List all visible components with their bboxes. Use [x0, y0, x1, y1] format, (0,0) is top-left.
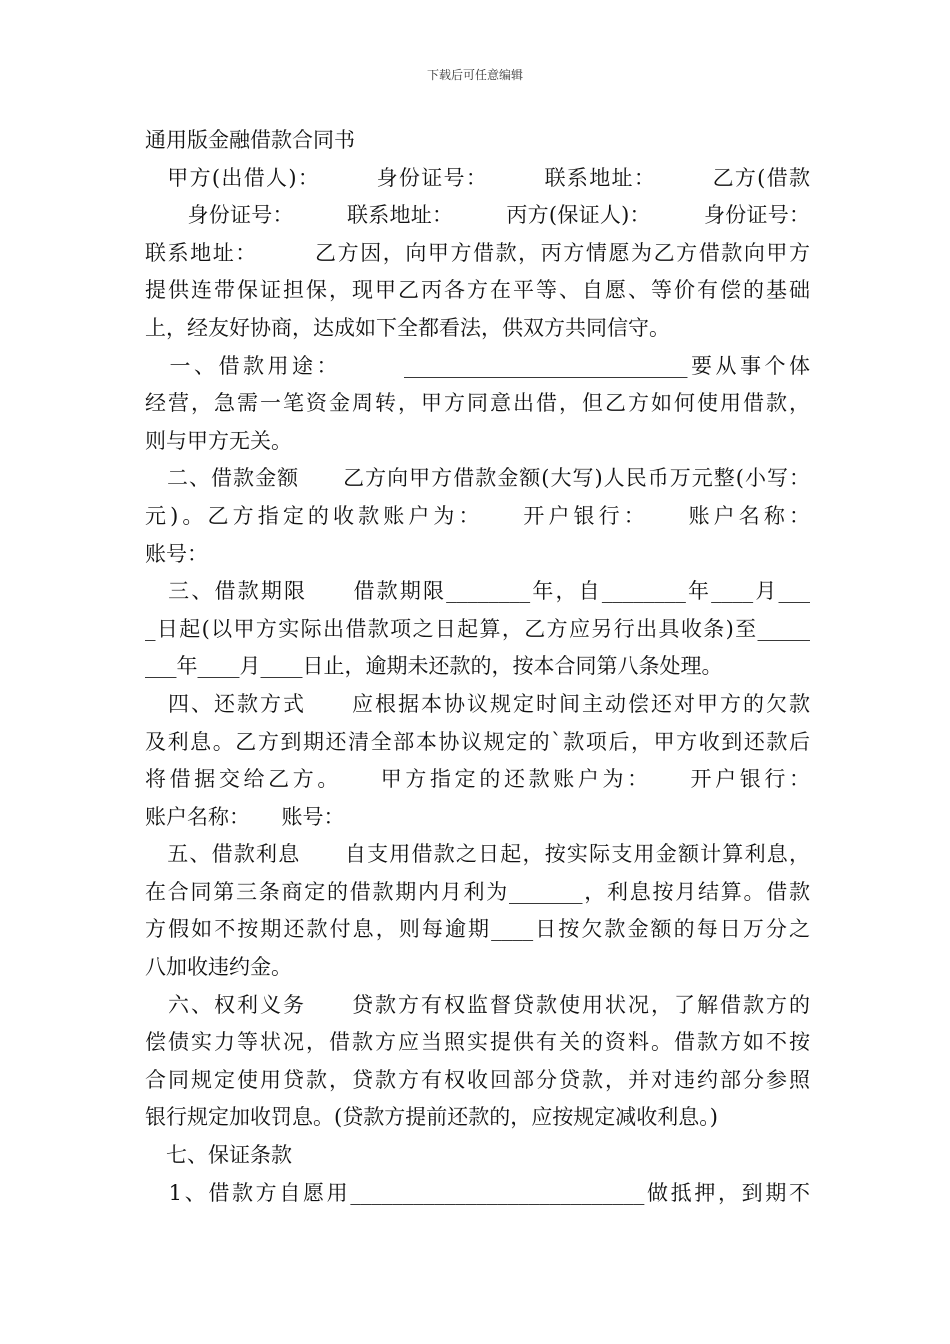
text-line: 偿债实力等状况，借款方应当照实提供有关的资料。借款方如不按 [145, 1030, 810, 1055]
section-heading-guarantee: 七、保证条款 [145, 1143, 292, 1168]
text-line: 甲方(出借人)： 身份证号： 联系地址： 乙方(借款 [167, 165, 810, 190]
text-line: _日起(以甲方实际出借款项之日起算，乙方应另行出具收条)至_____ [145, 616, 810, 641]
page-header: 下载后可任意编辑 [426, 68, 523, 82]
text-line: 账号： [145, 541, 208, 566]
text-line: 联系地址： 乙方因，向甲方借款，丙方情愿为乙方借款向甲方 [145, 240, 810, 265]
text-line: 经营，急需一笔资金周转，甲方同意出借，但乙方如何使用借款， [145, 391, 810, 416]
text-line: 在合同第三条商定的借款期内月利为_______，利息按月结算。借款 [145, 879, 810, 904]
text-line: 账户名称： 账号： [145, 804, 345, 829]
text-line: 八加收违约金。 [145, 955, 292, 980]
text-line: 将借据交给乙方。 甲方指定的还款账户为： 开户银行： [145, 767, 810, 792]
section-heading-term: 三、借款期限 借款期限________年，自________年____月___ [145, 579, 810, 604]
text-line: 则与甲方无关。 [145, 428, 292, 453]
text-line: 及利息。乙方到期还清全部本协议规定的`款项后，甲方收到还款后 [145, 729, 810, 754]
document-title: 通用版金融借款合同书 [145, 128, 355, 152]
section-heading-interest: 五、借款利息 自支用借款之日起，按实际支用金额计算利息， [145, 842, 810, 867]
contract-body [145, 122, 810, 1212]
text-line: 身份证号： 联系地址： 丙方(保证人)： 身份证号： [145, 203, 810, 228]
text-line: 上，经友好协商，达成如下全都看法，供双方共同信守。 [145, 315, 670, 340]
section-heading-purpose: 一、借款用途： ___________________________要从事个体 [145, 353, 810, 378]
text-line: 提供连带保证担保，现甲乙丙各方在平等、自愿、等价有偿的基础 [145, 278, 810, 303]
text-line: 元)。乙方指定的收款账户为： 开户银行： 账户名称： [145, 503, 810, 528]
text-line: 银行规定加收罚息。(贷款方提前还款的，应按规定减收利息。) [145, 1105, 718, 1130]
section-heading-amount: 二、借款金额 乙方向甲方借款金额(大写)人民币万元整(小写： [145, 466, 810, 491]
text-line: 合同规定使用贷款，贷款方有权收回部分贷款，并对违约部分参照 [145, 1067, 810, 1092]
section-heading-repayment: 四、还款方式 应根据本协议规定时间主动偿还对甲方的欠款 [145, 691, 810, 716]
text-line: ___年____月____日止，逾期未还款的，按本合同第八条处理。 [145, 654, 723, 679]
text-line: 1、借款方自愿用____________________________做抵押，到期不 [145, 1180, 810, 1205]
text-line: 方假如不按期还款付息，则每逾期____日按欠款金额的每日万分之 [145, 917, 810, 942]
section-heading-rights: 六、权利义务 贷款方有权监督贷款使用状况，了解借款方的 [145, 992, 810, 1017]
